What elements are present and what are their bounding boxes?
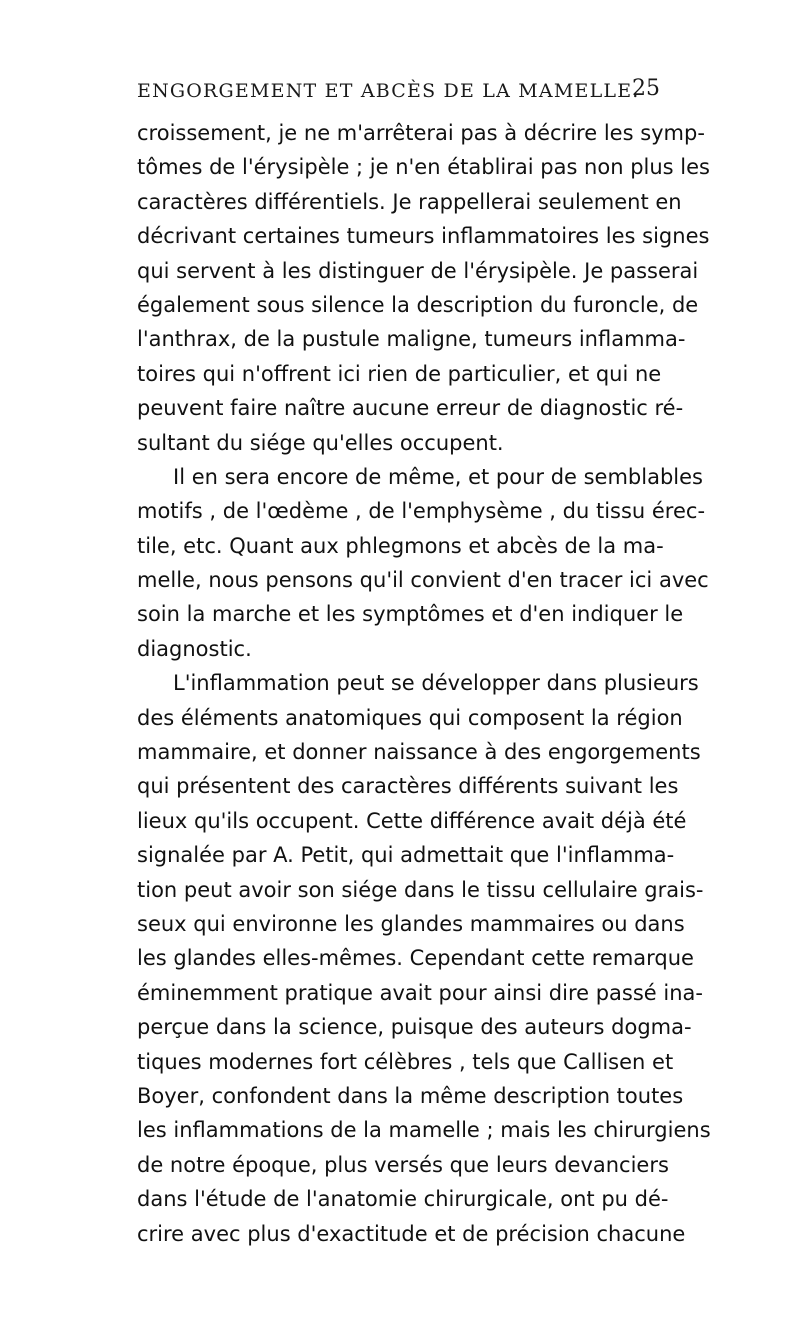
text-line: également sous silence la description du furoncle, de — [137, 292, 699, 317]
text-line: toires qui n'offrent ici rien de particulier, et qui ne — [137, 361, 662, 386]
body-text — [137, 116, 711, 1251]
running-head: ENGORGEMENT ET ABCÈS DE LA MAMELLE. — [137, 80, 640, 102]
page-number: 25 — [632, 76, 660, 101]
text-line: perçue dans la science, puisque des auteurs dogma- — [137, 1015, 692, 1040]
text-line: Boyer, confondent dans la même description toutes — [137, 1083, 684, 1108]
text-line: crire avec plus d'exactitude et de précision chacune — [137, 1221, 686, 1246]
text-line: tion peut avoir son siége dans le tissu cellulaire grais- — [137, 877, 704, 902]
text-line: lieux qu'ils occupent. Cette différence avait déjà été — [137, 808, 687, 833]
text-line: des éléments anatomiques qui composent la région — [137, 705, 683, 730]
text-line: peuvent faire naître aucune erreur de diagnostic ré- — [137, 396, 684, 421]
paragraph-start-line: Il en sera encore de même, et pour de semblables — [173, 464, 703, 489]
paragraph-end-line: diagnostic. — [137, 636, 252, 661]
text-line: tiques modernes fort célèbres , tels que Callisen et — [137, 1049, 674, 1074]
text-line: éminemment pratique avait pour ainsi dire passé ina- — [137, 980, 703, 1005]
text-line: l'anthrax, de la pustule maligne, tumeurs inflamma- — [137, 327, 686, 352]
text-line: motifs , de l'œdème , de l'emphysème , du tissu érec- — [137, 499, 706, 524]
paragraph-end-line: sultant du siége qu'elles occupent. — [137, 430, 504, 455]
text-line: les glandes elles-mêmes. Cependant cette remarque — [137, 946, 694, 971]
text-line: tômes de l'érysipèle ; je n'en établirai pas non plus les — [137, 155, 710, 180]
text-line: caractères différentiels. Je rappellerai seulement en — [137, 189, 682, 214]
text-line: décrivant certaines tumeurs inflammatoires les signes — [137, 224, 710, 249]
text-line: soin la marche et les symptômes et d'en indiquer le — [137, 602, 684, 627]
paragraph-start-line: L'inflammation peut se développer dans plusieurs — [173, 671, 699, 696]
text-line: de notre époque, plus versés que leurs devanciers — [137, 1152, 669, 1177]
text-line: dans l'étude de l'anatomie chirurgicale, ont pu dé- — [137, 1187, 669, 1212]
text-line: les inflammations de la mamelle ; mais les chirurgiens — [137, 1118, 711, 1143]
text-line: tile, etc. Quant aux phlegmons et abcès de la ma- — [137, 533, 664, 558]
text-line: qui présentent des caractères différents suivant les — [137, 774, 679, 799]
text-line: qui servent à les distinguer de l'érysipèle. Je passerai — [137, 258, 699, 283]
text-line: seux qui environne les glandes mammaires ou dans — [137, 911, 685, 936]
text-line: signalée par A. Petit, qui admettait que l'inflamma- — [137, 843, 675, 868]
text-line: melle, nous pensons qu'il convient d'en tracer ici avec — [137, 568, 709, 593]
text-line: croissement, je ne m'arrêterai pas à décrire les symp- — [137, 121, 705, 145]
text-line: mammaire, et donner naissance à des engorgements — [137, 740, 701, 765]
